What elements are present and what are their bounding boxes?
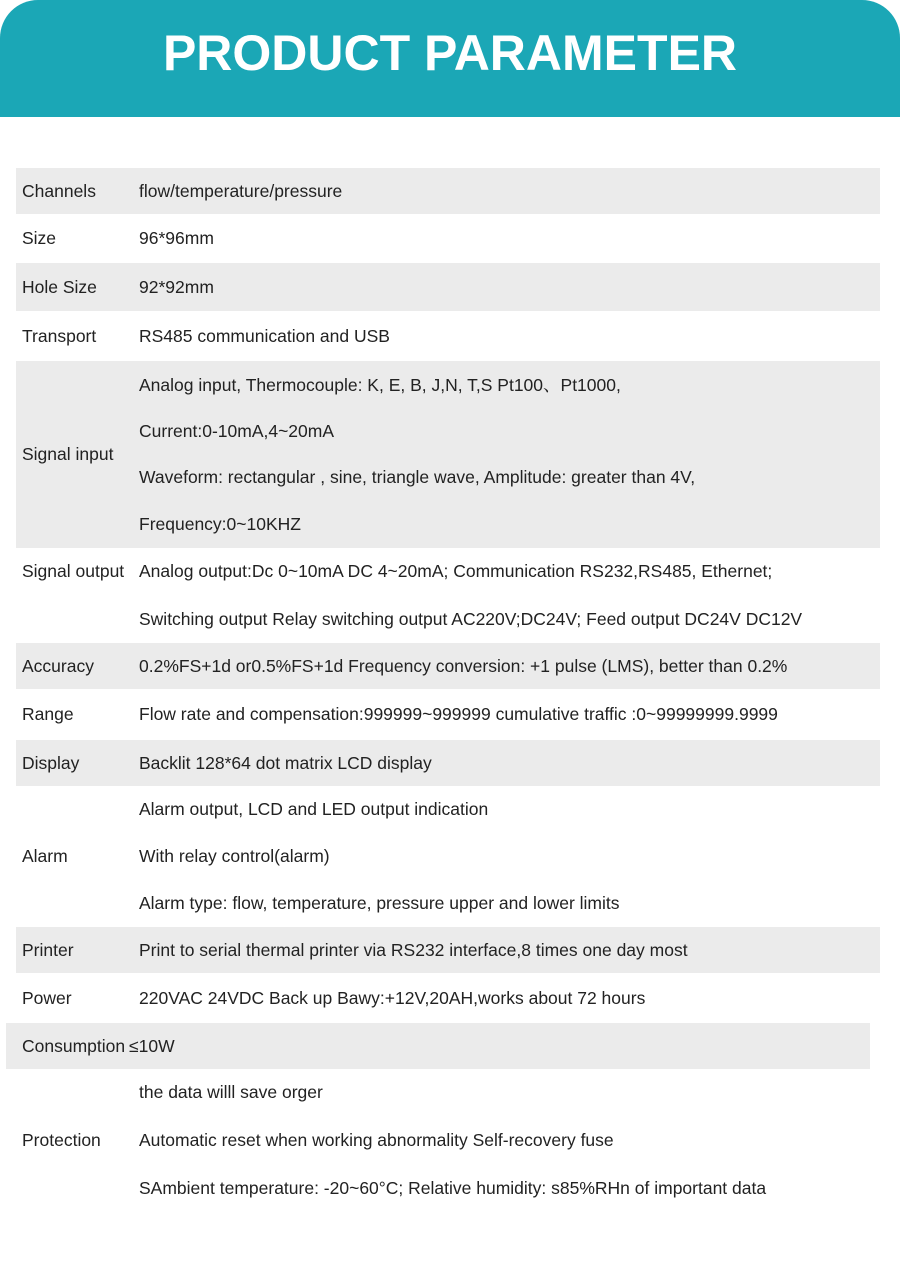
param-value [139,927,688,973]
param-label: Signal input [22,444,114,464]
param-value [139,168,342,214]
param-label: Power [22,987,72,1008]
param-row-range [16,689,880,740]
param-value-line: Analog input, Thermocouple: K, E, B, J,N, T,S Pt100、Pt1000, [139,374,621,395]
param-value-line: Automatic reset when working abnormality Self-recovery fuse [139,1129,614,1150]
param-label: Display [22,752,80,773]
param-label: Alarm [22,846,68,866]
param-value-line: Analog output:Dc 0~10mA DC 4~20mA; Communication RS232,RS485, Ethernet; [139,561,773,582]
param-value-line: ≤10W [129,1035,175,1056]
param-label: Transport [22,325,97,346]
param-row-printer [16,927,880,973]
param-value-line: Alarm type: flow, temperature, pressure upper and lower limits [139,893,620,913]
param-value [139,973,645,1023]
param-row-protection [16,1069,880,1212]
param-value [139,786,619,927]
param-value-line: 0.2%FS+1d or0.5%FS+1d Frequency conversion: +1 pulse (LMS), better than 0.2% [139,655,788,676]
param-row-size [16,214,880,263]
param-value-line: 96*96mm [139,228,214,248]
param-label: Accuracy [22,655,94,676]
param-value-line: With relay control(alarm) [139,846,330,866]
param-value [139,214,214,263]
param-label: Size [22,228,57,248]
param-value-line: 220VAC 24VDC Back up Bawy:+12V,20AH,works about 72 hours [139,987,646,1008]
param-label: Hole Size [22,276,97,297]
param-row-transport [16,311,880,361]
param-label: Protection [22,1130,101,1150]
param-row-channels [16,168,880,214]
param-row-alarm [16,786,880,927]
param-row-consumption [6,1023,870,1069]
page-title: PRODUCT PARAMETER [162,24,738,81]
param-value [139,311,390,361]
param-row-display [16,740,880,786]
param-value [139,263,214,311]
param-value [139,740,432,786]
param-label: Range [22,704,74,724]
param-row-signal-input [16,361,880,548]
param-value [139,1069,766,1212]
param-value-line: the data willl save orger [139,1082,323,1103]
param-value [129,1023,175,1069]
param-value-line: Current:0-10mA,4~20mA [139,420,335,441]
param-label: Channels [22,180,96,201]
param-label: Printer [22,939,74,960]
param-value-line: Flow rate and compensation:999999~999999 cumulative traffic :0~99999999.9999 [139,704,778,724]
param-value-line: Frequency:0~10KHZ [139,514,301,535]
param-label: Signal output [22,561,125,581]
param-value-line: Backlit 128*64 dot matrix LCD display [139,752,432,773]
param-value-line: Waveform: rectangular , sine, triangle wave, Amplitude: greater than 4V, [139,467,696,488]
param-value-line: 92*92mm [139,276,214,297]
param-value [139,643,787,689]
param-value [139,689,778,740]
param-row-accuracy [16,643,880,689]
header-banner [0,0,900,117]
param-row-hole-size [16,263,880,311]
param-value-line: RS485 communication and USB [139,325,390,346]
param-value-line: Alarm output, LCD and LED output indication [139,799,489,819]
param-value [139,361,695,548]
param-value-line: Switching output Relay switching output AC220V;DC24V; Feed output DC24V DC12V [139,608,803,629]
param-row-power [16,973,880,1023]
param-row-signal-output [16,548,880,643]
parameter-table [16,168,880,1212]
param-value [139,548,802,643]
param-value-line: flow/temperature/pressure [139,180,343,201]
param-label: Consumption [22,1035,126,1056]
param-value-line: SAmbient temperature: -20~60°C; Relative humidity: s85%RHn of important data [139,1177,767,1198]
param-value-line: Print to serial thermal printer via RS232 interface,8 times one day most [139,939,688,960]
